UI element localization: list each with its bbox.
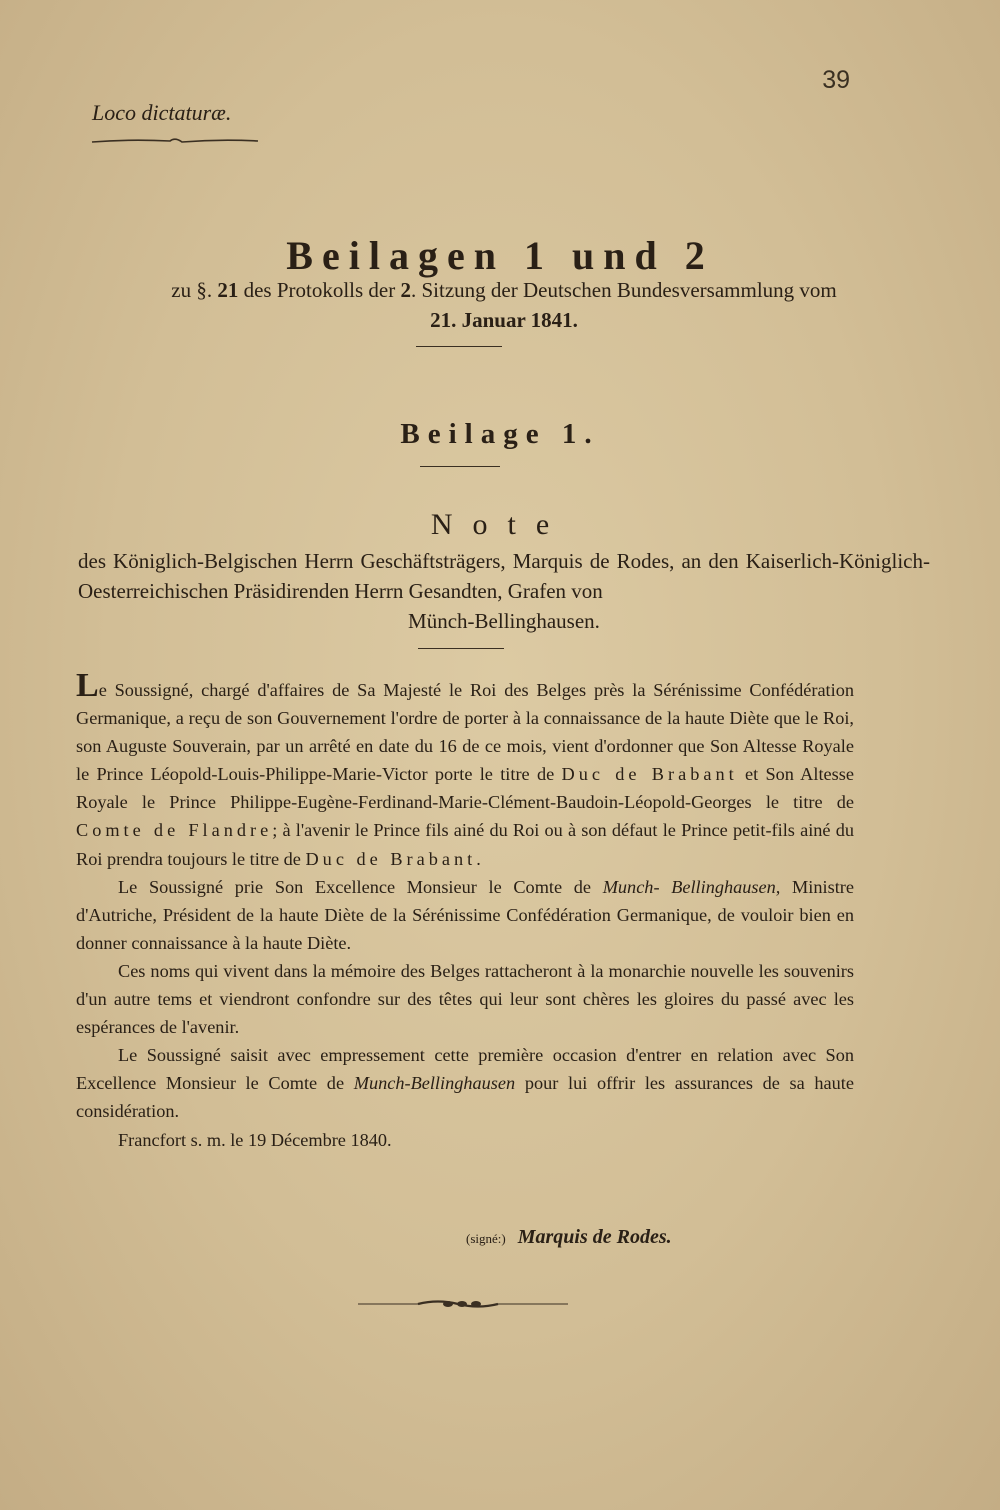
subtitle-mid: des Protokolls der bbox=[238, 278, 401, 302]
signature: Marquis de Rodes. bbox=[517, 1226, 672, 1248]
title-duke: Duc de Brabant bbox=[561, 764, 738, 785]
document-subtitle bbox=[78, 275, 930, 335]
subtitle-paragraph-number: 21 bbox=[217, 278, 239, 302]
swash-ornament bbox=[90, 135, 260, 147]
divider-rule bbox=[416, 346, 502, 347]
section-heading: Beilage 1. bbox=[400, 418, 600, 450]
divider-rule bbox=[420, 466, 500, 467]
subtitle-prefix: zu §. bbox=[171, 278, 218, 302]
signature-line bbox=[466, 1226, 672, 1249]
note-address bbox=[78, 546, 930, 636]
paragraph-1-text-b: et Son Altesse Royale le Prince Philippe-Eugène-Ferdinand-Marie-Clément-Baudoin-Léopold-Georges le titre de bbox=[76, 764, 854, 813]
note-address-main: des Königlich-Belgischen Herrn Geschäftsträgers, Marquis de Rodes, an den Kaiserlich-Königlich-Oesterreichischen Präsidirenden Herrn Gesandten, Grafen von bbox=[78, 549, 930, 603]
paragraph-2-text-a: Le Soussigné prie Son Excellence Monsieur le Comte de bbox=[118, 876, 603, 897]
paragraph-2-text-b: Ministre d'Autriche, Président de la haute Diète de la Sérénissime Confédération Germanique, de vouloir bien en donner connaissance à la haute Diète. bbox=[76, 876, 854, 953]
paragraph-3: Ces noms qui vivent dans la mémoire des Belges rattacheront à la monarchie nouvelle les souvenirs d'un autre tems et viendront confondre sur des têtes qui leur sont chères les gloires du passé avec les espérances de l'avenir. bbox=[76, 960, 854, 1038]
divider-rule bbox=[418, 648, 504, 649]
subtitle-date: 21. Januar 1841. bbox=[430, 308, 578, 332]
person-name-2: Munch-Bellinghausen bbox=[353, 1073, 516, 1094]
paragraph-1-text-a: e Soussigné, chargé d'affaires de Sa Majesté le Roi des Belges près la Sérénissime Confédération Germanique, a reçu de son Gouvernement l'ordre de porter à la connaissance de la haute Diète que le Roi, son Auguste Souverain, par un arrêté en date du 16 de ce mois, vient d'ordonner que Son Altesse Royale le Prince Léopold-Louis-Philippe-Marie-Victor porte le titre de bbox=[76, 680, 854, 785]
subtitle-session-number: 2 bbox=[400, 278, 411, 302]
page-number: 39 bbox=[822, 66, 850, 94]
date-line: Francfort s. m. le 19 Décembre 1840. bbox=[118, 1129, 392, 1150]
person-name: Munch- Bellinghausen, bbox=[602, 876, 781, 897]
subtitle-suffix: . Sitzung der Deutschen Bundesversammlung vom bbox=[410, 278, 837, 302]
paragraph-1-text-d: . bbox=[476, 848, 481, 869]
title-count: Comte de Flandre bbox=[76, 820, 273, 841]
document-title: Beilagen 1 und 2 bbox=[286, 233, 714, 278]
paragraph-1-text-c: ; à l'avenir le Prince fils ainé du Roi ou à son défaut le Prince petit-fils ainé du Roi prendra toujours le titre de bbox=[76, 820, 854, 869]
drop-cap: L bbox=[76, 667, 99, 704]
paragraph-2 bbox=[76, 873, 854, 957]
paragraph-4-text-b: pour lui offrir les assurances de sa haute considération. bbox=[76, 1073, 854, 1122]
signed-label: (signé:) bbox=[466, 1231, 506, 1246]
title-duke-2: Duc de Brabant bbox=[305, 848, 477, 869]
letter-body bbox=[76, 667, 854, 1154]
paragraph-4-text-a: Le Soussigné saisit avec empressement cette première occasion d'entrer en relation avec Son Excellence Monsieur le Comte de bbox=[76, 1045, 854, 1094]
paragraph-1 bbox=[76, 667, 854, 873]
paragraph-4 bbox=[76, 1041, 854, 1125]
end-ornament bbox=[358, 1296, 568, 1312]
header-note: Loco dictaturæ. bbox=[92, 100, 232, 125]
note-address-last: Münch-Bellinghausen. bbox=[408, 609, 600, 633]
note-heading: Note bbox=[430, 508, 570, 541]
